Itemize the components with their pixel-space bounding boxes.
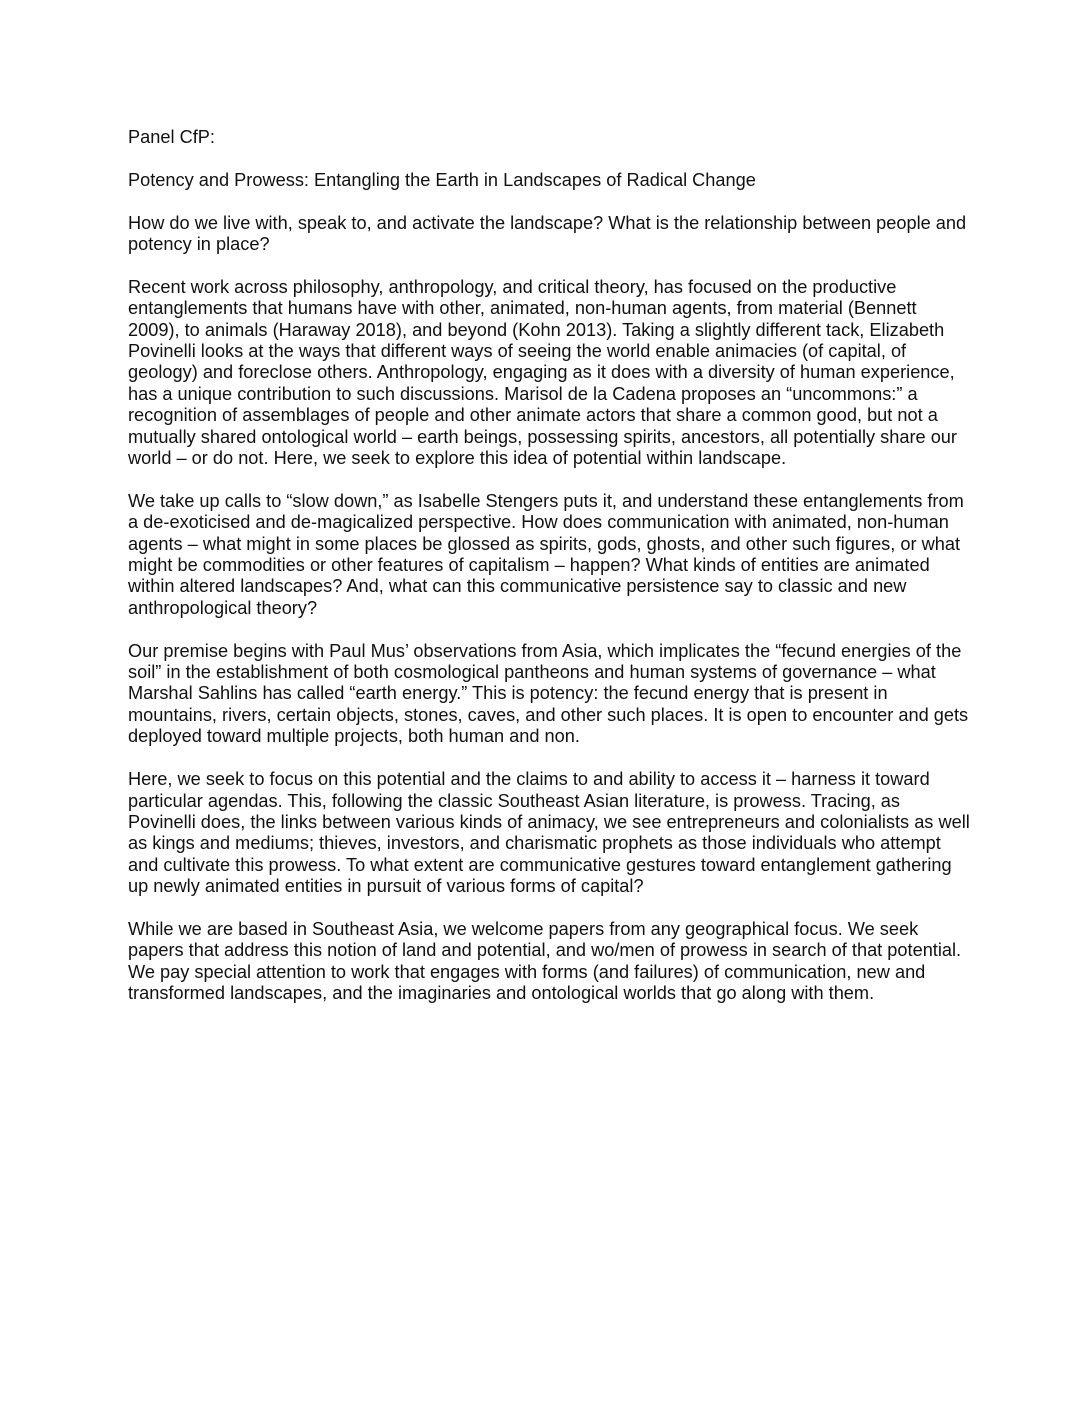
- document-title: Potency and Prowess: Entangling the Earth in Landscapes of Radical Change: [128, 169, 756, 190]
- paragraph-recent-work: Recent work across philosophy, anthropology, and critical theory, has focused on the productive entanglements that humans have with other, animated, non-human agents, from material (Bennett 2009), to animals (Haraway 2018), and beyond (Kohn 2013). Taking a slightly different tack, Elizabeth Povinelli looks at the ways that different ways of seeing the world enable animacies (of capital, of geology) and foreclose others. Anthropology, engaging as it does with a diversity of human experience, has a unique contribution to such discussions. Marisol de la Cadena proposes an “uncommons:” a recognition of assemblages of people and other animate actors that share a common good, but not a mutually shared ontological world – earth beings, possessing spirits, ancestors, all potentially share our world – or do not. Here, we seek to explore this idea of potential within landscape.: [128, 276, 957, 469]
- paragraph-intro-questions: How do we live with, speak to, and activate the landscape? What is the relationship between people and potency in place?: [128, 212, 967, 254]
- document-heading: Panel CfP:: [128, 127, 215, 147]
- paragraph-premise: Our premise begins with Paul Mus’ observations from Asia, which implicates the “fecund energies of the soil” in the establishment of both cosmological pantheons and human systems of governance – what Marshal Sahlins has called “earth energy.” This is potency: the fecund energy that is present in mountains, rivers, certain objects, stones, caves, and other such places. It is open to encounter and gets deployed toward multiple projects, both human and non.: [128, 640, 969, 747]
- paragraph-call-for-papers: While we are based in Southeast Asia, we welcome papers from any geographical focus. We seek papers that address this notion of land and potential, and wo/men of prowess in search of that potential. We pay special attention to work that engages with forms (and failures) of communication, new and transformed landscapes, and the imaginaries and ontological worlds that go along with them.: [128, 918, 962, 1004]
- paragraph-slow-down: We take up calls to “slow down,” as Isabelle Stengers puts it, and understand these entanglements from a de-exoticised and de-magicalized perspective. How does communication with animated, non-human agents – what might in some places be glossed as spirits, gods, ghosts, and other such figures, or what might be commodities or other features of capitalism – happen? What kinds of entities are animated within altered landscapes? And, what can this communicative persistence say to classic and new anthropological theory?: [128, 490, 964, 618]
- document-body: [128, 127, 970, 1026]
- paragraph-prowess: Here, we seek to focus on this potential and the claims to and ability to access it – harness it toward particular agendas. This, following the classic Southeast Asian literature, is prowess. Tracing, as Povinelli does, the links between various kinds of animacy, we see entrepreneurs and colonialists as well as kings and mediums; thieves, investors, and charismatic prophets as those individuals who attempt and cultivate this prowess. To what extent are communicative gestures toward entanglement gathering up newly animated entities in pursuit of various forms of capital?: [128, 769, 970, 897]
